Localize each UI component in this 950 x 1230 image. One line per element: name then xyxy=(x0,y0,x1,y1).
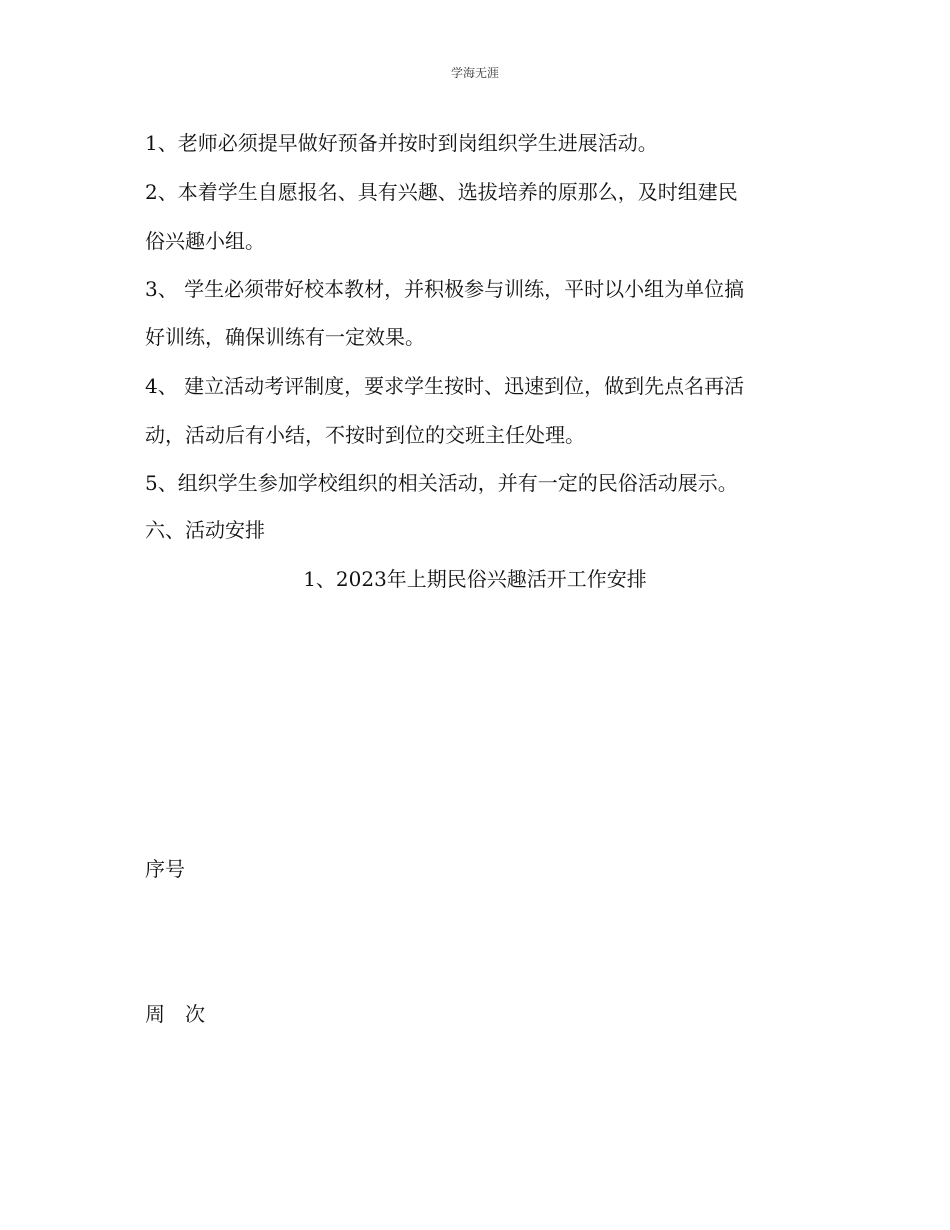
paragraph-line: 5、组织学生参加学校组织的相关活动，并有一定的民俗活动展示。 xyxy=(145,471,738,495)
section-heading: 六、活动安排 xyxy=(145,518,265,542)
paragraph-line: 3、 学生必须带好校本教材，并积极参与训练，平时以小组为单位搞 xyxy=(145,277,745,301)
paragraph-line: 4、 建立活动考评制度，要求学生按时、迅速到位，做到先点名再活 xyxy=(145,374,745,398)
paragraph-line: 动，活动后有小结，不按时到位的交班主任处理。 xyxy=(145,423,585,447)
paragraph-line: 好训练，确保训练有一定效果。 xyxy=(145,325,425,349)
schedule-title: 1、2023年上期民俗兴趣活开工作安排 xyxy=(303,567,647,591)
page-header: 学海无涯 xyxy=(450,66,499,80)
paragraph-line: 1、老师必须提早做好预备并按时到岗组织学生进展活动。 xyxy=(145,131,658,155)
table-header-seq: 序号 xyxy=(145,857,185,881)
table-header-week: 周 次 xyxy=(145,1002,205,1026)
paragraph-line: 2、本着学生自愿报名、具有兴趣、选拔培养的原那么，及时组建民 xyxy=(145,180,738,204)
paragraph-line: 俗兴趣小组。 xyxy=(145,229,265,253)
